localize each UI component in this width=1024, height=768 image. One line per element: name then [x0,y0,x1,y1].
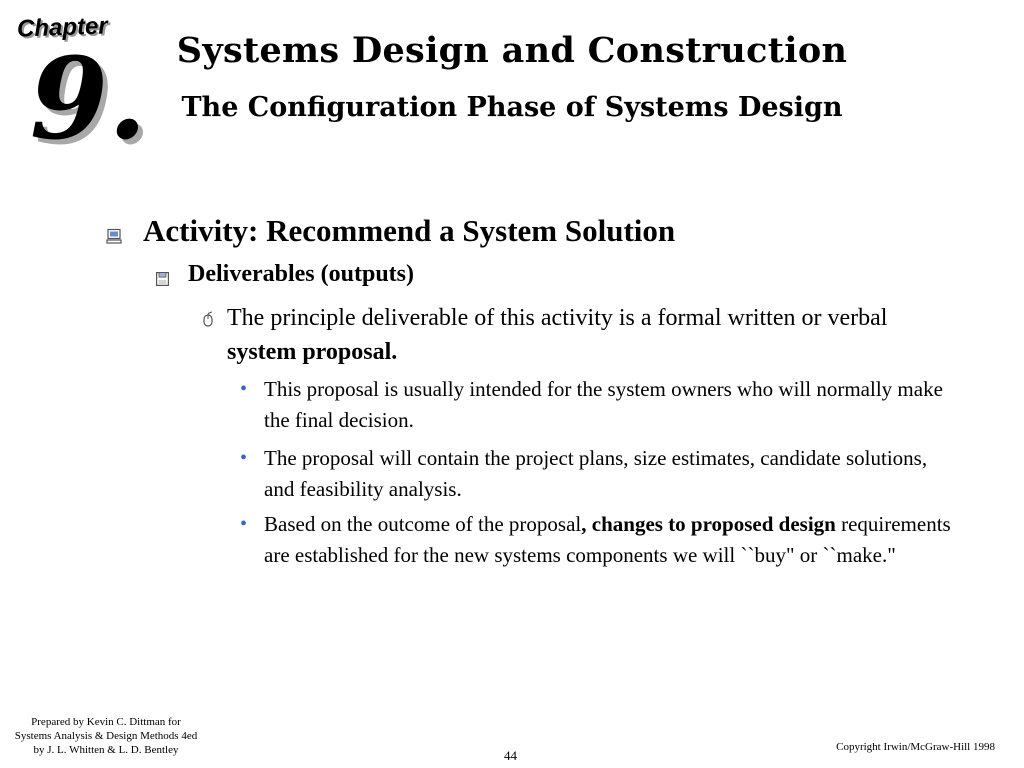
chapter-word: Chapter [16,12,109,43]
system-proposal-term: system proposal. [227,339,398,365]
bullet-marker: • [240,378,248,400]
deliverable-text: The principle deliverable of this activity is a formal written or verbal [227,305,888,331]
credit-line: Prepared by Kevin C. Dittman for [31,716,181,728]
copyright: Copyright Irwin/McGraw-Hill 1998 [836,741,995,753]
activity-heading: Activity: Recommend a System Solution [143,213,676,248]
credit-line: by J. L. Whitten & L. D. Bentley [33,744,179,756]
floppy-disk-icon [156,272,169,286]
bullet-item: This proposal is usually intended for the system owners who will normally make the final decision. [264,377,943,432]
bullet-item [264,509,954,571]
changes-term: , changes to proposed design [581,512,836,536]
bullet-marker: • [240,513,248,535]
bullet-text: Based on the outcome of the proposal [264,512,582,536]
prepared-by-credit [0,715,212,757]
deliverables-heading: Deliverables (outputs) [188,261,414,287]
deliverable-paragraph [227,301,947,369]
computer-icon [106,228,122,244]
slide-title: Systems Design and Construction [176,30,848,71]
slide-subtitle: The Configuration Phase of Systems Design [181,92,843,123]
bullet-marker: • [240,447,248,469]
page-number: 44 [504,748,517,763]
bullet-text: requirements are established for the new systems components we will ``buy" or ``make." [264,512,951,567]
credit-line: Systems Analysis & Design Methods 4ed [14,730,198,742]
mouse-icon [200,311,216,327]
chapter-number: 9. [30,34,147,165]
bullet-item: The proposal will contain the project plans, size estimates, candidate solutions, and feasibility analysis. [264,446,928,501]
